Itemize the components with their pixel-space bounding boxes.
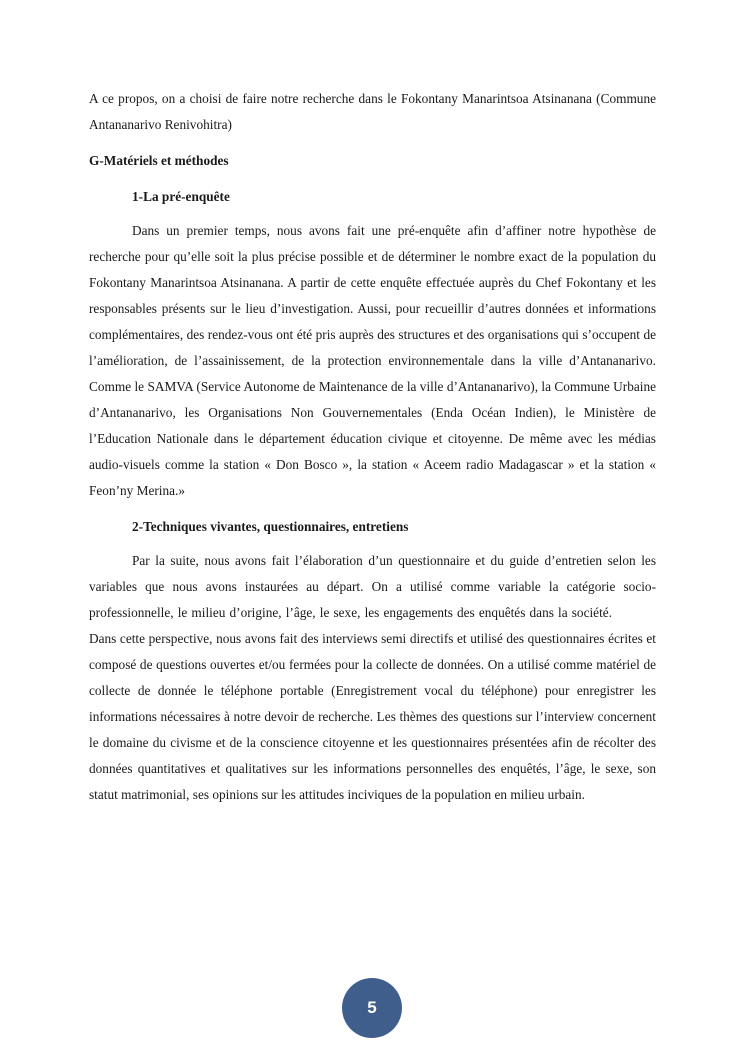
pre-enquete-paragraph: Dans un premier temps, nous avons fait une pré-enquête afin d’affiner notre hypothèse de recherche pour qu’elle soit la plus précise possible et de déterminer le nombre exact de la population du Fokontany Manarintsoa Atsinanana. A partir de cette enquête effectuée auprès du Chef Fokontany et les responsables présents sur le lieu d’investigation. Aussi, pour recueillir d’autres données et informations complémentaires, des rendez-vous ont été pris auprès des structures et des organisations qui s’occupent de l’amélioration, de l’assainissement, de la protection environnementale dans la ville d’Antananarivo. Comme le SAMVA (Service Autonome de Maintenance de la ville d’Antananarivo), la Commune Urbaine d’Antananarivo, les Organisations Non Gouvernementales (Enda Océan Indien), le Ministère de l’Education Nationale dans le département éducation civique et citoyenne. De même avec les médias audio-visuels comme la station « Don Bosco », la station « Aceem radio Madagascar » et la station « Feon’ny Merina.» <box>89 223 656 498</box>
section-heading: G-Matériels et méthodes <box>89 153 229 168</box>
document-page <box>89 86 656 808</box>
techniques-paragraph <box>89 548 656 808</box>
intro-paragraph: A ce propos, on a choisi de faire notre recherche dans le Fokontany Manarintsoa Atsinanana (Commune Antananarivo Renivohitra) <box>89 91 656 132</box>
techniques-paragraph-part-1: Par la suite, nous avons fait l’élaboration d’un questionnaire et du guide d’entretien selon les variables que nous avons instaurées au départ. On a utilisé comme variable la catégorie socio-professionnelle, le milieu d’origine, l’âge, le sexe, les engagements des enquêtés dans la société. <box>89 553 656 620</box>
subsection-heading-techniques: 2-Techniques vivantes, questionnaires, entretiens <box>132 519 409 534</box>
subsection-heading-pre-enquete: 1-La pré-enquête <box>132 189 230 204</box>
techniques-paragraph-part-2: Dans cette perspective, nous avons fait des interviews semi directifs et utilisé des questionnaires écrites et composé de questions ouvertes et/ou fermées pour la collecte de données. On a utilisé comme matériel de collecte de donnée le téléphone portable (Enregistrement vocal du téléphone) pour enregistrer les informations nécessaires à notre devoir de recherche. Les thèmes des questions sur l’interview concernent le domaine du civisme et de la conscience citoyenne et les questionnaires présentées afin de récolter des données quantitatives et qualitatives sur les informations personnelles des enquêtés, l’âge, le sexe, son statut matrimonial, ses opinions sur les attitudes inciviques de la population en milieu urbain. <box>89 631 656 802</box>
page-number-badge: 5 <box>342 978 402 1038</box>
